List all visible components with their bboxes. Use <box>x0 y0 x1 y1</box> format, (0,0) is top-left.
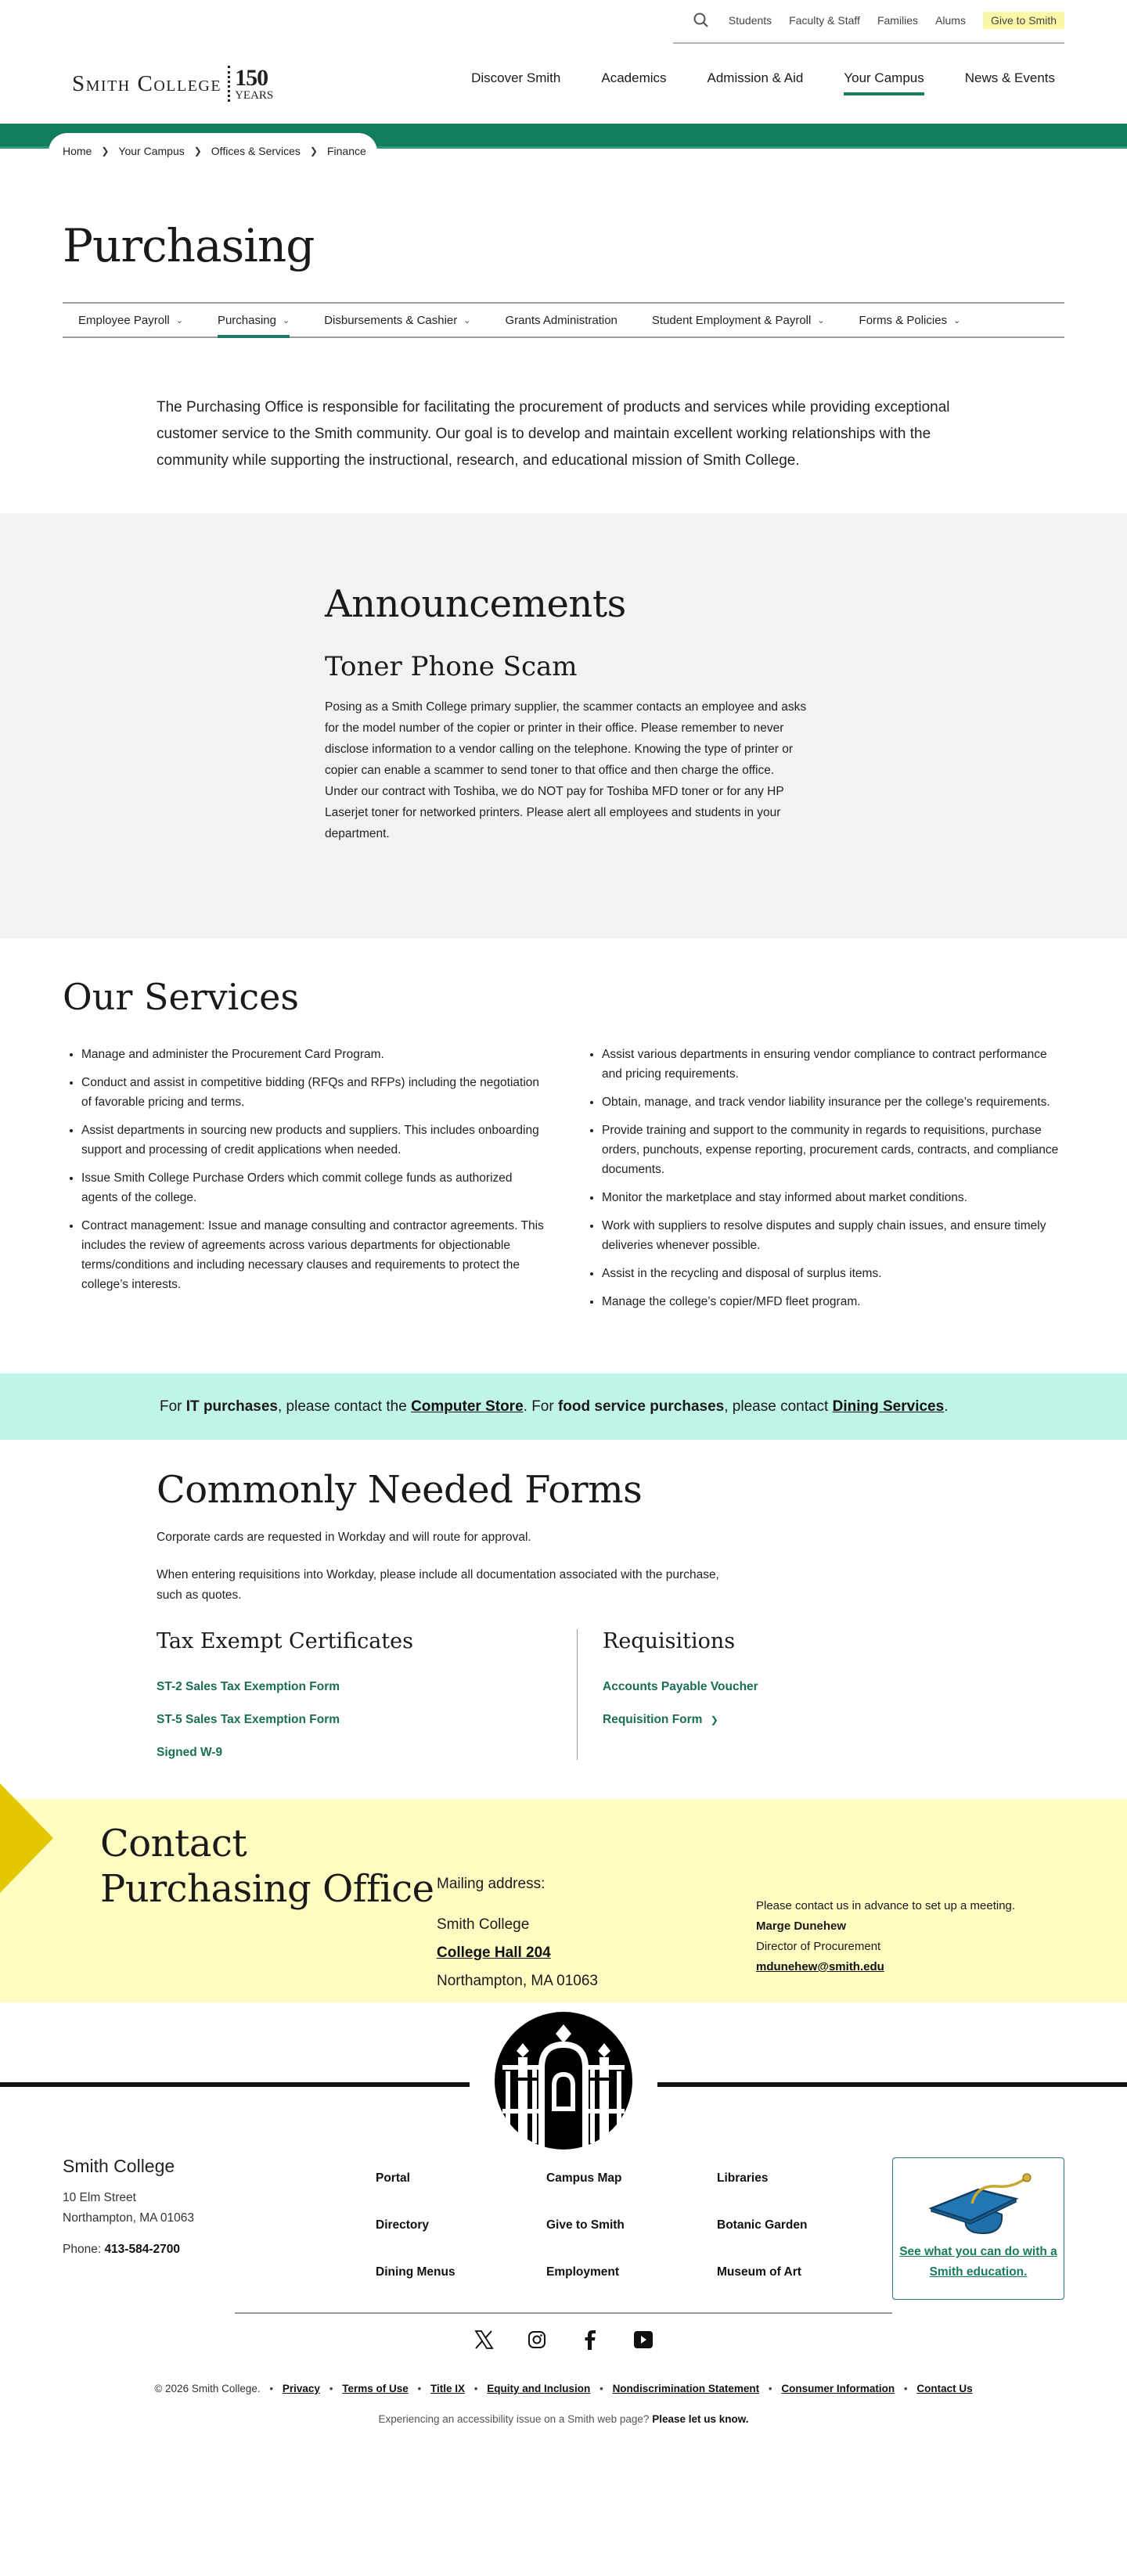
legal-terms-of-use[interactable]: Terms of Use <box>342 2383 409 2394</box>
divider-line <box>0 2082 470 2087</box>
logo-number: 150 <box>235 64 268 91</box>
seal-divider <box>0 2002 1127 2156</box>
list-item: • Conduct and assist in competitive bidding (RFQs and RFPs) including the negotiation of favorable pricing and terms. <box>81 1073 544 1112</box>
intro-paragraph: The Purchasing Office is responsible for facilitating the procurement of products and services while providing exceptional customer service to the Smith community. Our goal is to develop and maintain excellent working relationships with the community while supporting the instructional, research, and educational mission of Smith College. <box>157 399 950 469</box>
footer-link-dining-menus[interactable]: Dining Menus <box>376 2265 455 2279</box>
computer-store-link[interactable]: Computer Store <box>411 1398 524 1415</box>
services-right-column <box>583 1045 1064 1320</box>
dining-services-link[interactable]: Dining Services <box>832 1398 945 1415</box>
footer <box>0 2156 1127 2312</box>
subnav-label: Disbursements & Cashier <box>324 313 458 327</box>
list-item: • Contract management: Issue and manage consulting and contractor agreements. This includes the review of agreements across various departments for objectionable terms/conditions and including necessary clauses and requirements to protect the college’s interests. <box>81 1216 544 1294</box>
phone-number[interactable]: 413-584-2700 <box>104 2243 180 2256</box>
nav-news-events[interactable]: News & Events <box>964 70 1055 85</box>
logo-150-years <box>235 64 274 102</box>
mailing-address <box>437 1873 598 1993</box>
announcement-body: Posing as a Smith College primary supplier, the scammer contacts an employee and asks for the model number of the copier or printer in their office. Please remember to never disclose information to a vendor calling on the telephone. Knowing the type of printer or copier can enable a scammer to send toner to that office and then charge the office. Under our contract with Toshiba, we do NOT pay for Toshiba MFD toner or for any HP Laserjet toner for networked printers. Please alert all employees and students in your department. <box>325 700 807 840</box>
forms-note-requisitions: When entering requisitions into Workday, please include all documentation associated with the purchase, such as quotes. <box>157 1568 719 1602</box>
callout-text: . <box>944 1398 949 1415</box>
legal-privacy[interactable]: Privacy <box>282 2383 320 2394</box>
contact-note: Please contact us in advance to set up a meeting. <box>756 1899 1016 1912</box>
requisitions-heading: Requisitions <box>603 1629 736 1653</box>
subnav-label: Student Employment & Payroll <box>651 313 812 327</box>
contact-heading <box>100 1821 434 1912</box>
smith-education-link[interactable]: See what you can do with a Smith education. <box>899 2245 1057 2279</box>
subnav-label: Grants Administration <box>505 313 618 327</box>
callout-text: . For <box>523 1398 558 1415</box>
page-title: Purchasing <box>63 219 315 272</box>
footer-link-libraries[interactable]: Libraries <box>717 2171 769 2185</box>
contact-email-link[interactable]: mdunehew@smith.edu <box>756 1960 884 1973</box>
footer-phone <box>63 2243 194 2257</box>
chevron-down-icon: ⌄ <box>463 315 471 326</box>
legal-nondiscrimination[interactable]: Nondiscrimination Statement <box>612 2383 760 2394</box>
footer-org-name: Smith College <box>63 2156 175 2176</box>
chevron-right-icon: ❯ <box>309 146 318 157</box>
primary-nav <box>471 70 1055 95</box>
utility-link-students[interactable]: Students <box>728 14 772 27</box>
separator-dot: • <box>600 2383 603 2394</box>
utility-link-alums[interactable]: Alums <box>935 14 966 27</box>
chevron-right-icon: ❯ <box>101 146 110 157</box>
youtube-icon[interactable] <box>632 2328 655 2351</box>
subnav-forms-policies[interactable] <box>859 304 978 336</box>
contact-person <box>756 1896 1015 1977</box>
graduation-cap-icon <box>916 2169 1041 2236</box>
give-to-smith-button[interactable]: Give to Smith <box>983 12 1064 29</box>
list-item: • Obtain, manage, and track vendor liability insurance per the college’s requirements. <box>602 1092 1064 1112</box>
list-item: • Manage and administer the Procurement Card Program. <box>81 1045 544 1064</box>
legal-equity-inclusion[interactable]: Equity and Inclusion <box>487 2383 591 2394</box>
st5-form-link[interactable]: ST-5 Sales Tax Exemption Form <box>157 1713 340 1726</box>
accessibility-report-link[interactable]: Please let us know. <box>652 2413 749 2425</box>
footer-link-employment[interactable]: Employment <box>546 2265 620 2279</box>
chevron-right-icon: ❯ <box>710 1714 718 1725</box>
contact-heading-line2: Purchasing Office <box>100 1867 434 1911</box>
accessibility-notice <box>0 2413 1127 2456</box>
legal-links <box>0 2383 1127 2394</box>
chevron-right-icon: ❯ <box>193 146 202 157</box>
requisition-form-label: Requisition Form <box>603 1713 703 1726</box>
yellow-arrow-decoration <box>0 1783 53 1893</box>
callout-text: , please contact the <box>278 1398 412 1415</box>
utility-link-faculty-staff[interactable]: Faculty & Staff <box>789 14 860 27</box>
college-gate-seal-icon <box>495 2012 632 2150</box>
logo-years: YEARS <box>235 88 274 102</box>
ap-voucher-link[interactable]: Accounts Payable Voucher <box>603 1680 758 1693</box>
mailing-org: Smith College <box>437 1916 530 1933</box>
list-item: • Assist departments in sourcing new products and suppliers. This includes onboarding support and processing of credit applications when needed. <box>81 1121 544 1160</box>
footer-link-botanic-garden[interactable]: Botanic Garden <box>717 2218 808 2232</box>
college-hall-link[interactable]: College Hall 204 <box>437 1945 551 1961</box>
services-left-column <box>63 1045 544 1320</box>
copyright: © 2026 Smith College. <box>154 2383 261 2394</box>
nav-admission-aid[interactable]: Admission & Aid <box>707 70 804 85</box>
legal-consumer-information[interactable]: Consumer Information <box>781 2383 895 2394</box>
footer-link-portal[interactable]: Portal <box>376 2171 410 2185</box>
contact-heading-line1: Contact <box>100 1822 247 1865</box>
nav-academics[interactable]: Academics <box>601 70 667 85</box>
instagram-icon[interactable] <box>525 2328 549 2351</box>
callout-text: For <box>160 1398 186 1415</box>
list-item: • Work with suppliers to resolve disputes and supply chain issues, and ensure timely deliveries whenever possible. <box>602 1216 1064 1255</box>
logo-divider <box>228 66 230 102</box>
mailing-city: Northampton, MA 01063 <box>437 1973 598 1989</box>
callout-bold: food service purchases <box>557 1398 725 1415</box>
x-icon[interactable] <box>472 2328 495 2351</box>
forms-section <box>0 1440 1127 1799</box>
requisition-form-link[interactable] <box>603 1713 758 1727</box>
chevron-down-icon: ⌄ <box>282 315 290 326</box>
footer-link-campus-map[interactable]: Campus Map <box>546 2171 622 2185</box>
announcements-heading: Announcements <box>325 582 626 626</box>
contact-title: Director of Procurement <box>756 1940 881 1953</box>
breadcrumb <box>49 133 377 161</box>
phone-label: Phone: <box>63 2243 105 2256</box>
list-item: • Manage the college’s copier/MFD fleet program. <box>602 1292 1064 1311</box>
smith-education-promo[interactable] <box>892 2157 1064 2300</box>
separator-dot: • <box>329 2383 333 2394</box>
breadcrumb-offices-services[interactable]: Offices & Services <box>211 145 301 157</box>
legal-contact-us[interactable]: Contact Us <box>916 2383 973 2394</box>
facebook-icon[interactable] <box>578 2328 602 2351</box>
footer-links <box>376 2171 888 2279</box>
subnav-disbursements-cashier[interactable] <box>324 304 488 336</box>
services-columns <box>63 1045 1064 1320</box>
logo-name: Smith College <box>72 70 222 96</box>
footer-street: 10 Elm Street <box>63 2191 136 2204</box>
contact-section <box>0 1799 1127 2002</box>
contact-name: Marge Dunehew <box>756 1919 847 1933</box>
subnav-label: Forms & Policies <box>859 313 948 327</box>
subnav-label: Purchasing <box>217 313 276 327</box>
requisitions-column <box>577 1629 758 1760</box>
forms-columns <box>157 1629 970 1760</box>
main-header <box>0 45 1127 124</box>
list-item: • Provide training and support to the community in regards to requisitions, purchase orders, punchouts, expense reporting, procurement cards, contracts, and compliance documents. <box>602 1121 1064 1179</box>
tax-exempt-heading: Tax Exempt Certificates <box>157 1629 413 1653</box>
footer-street-address <box>63 2188 194 2229</box>
smith-college-logo[interactable] <box>72 66 273 102</box>
services-heading: Our Services <box>63 976 299 1018</box>
header-band <box>0 124 1127 157</box>
subnav-employee-payroll[interactable] <box>78 304 200 336</box>
divider-line <box>657 2082 1127 2087</box>
announcements-section <box>0 513 1127 938</box>
list-item: • Assist various departments in ensuring vendor compliance to contract performance and pricing requirements. <box>602 1045 1064 1084</box>
search-icon[interactable] <box>693 12 710 29</box>
utility-nav <box>673 9 1064 44</box>
services-section <box>0 938 1127 1359</box>
separator-dot: • <box>269 2383 274 2394</box>
nav-discover-smith[interactable]: Discover Smith <box>471 70 561 85</box>
separator-dot: • <box>903 2383 908 2394</box>
social-links <box>0 2314 1127 2362</box>
footer-address <box>63 2156 194 2257</box>
tax-exempt-column <box>157 1629 577 1760</box>
breadcrumb-your-campus[interactable]: Your Campus <box>118 145 185 157</box>
breadcrumb-home[interactable]: Home <box>63 145 92 157</box>
subnav-purchasing[interactable] <box>218 304 307 336</box>
nav-your-campus[interactable]: Your Campus <box>844 70 924 95</box>
w9-form-link[interactable]: Signed W-9 <box>157 1746 223 1759</box>
subnav-student-employment-payroll[interactable] <box>652 304 842 336</box>
chevron-down-icon: ⌄ <box>817 315 825 326</box>
utility-link-families[interactable]: Families <box>877 14 919 27</box>
forms-note-corporate-cards: Corporate cards are requested in Workday and will route for approval. <box>157 1531 531 1544</box>
breadcrumb-finance[interactable]: Finance <box>326 145 366 157</box>
legal-title-ix[interactable]: Title IX <box>430 2383 466 2394</box>
callout-text: , please contact <box>724 1398 833 1415</box>
separator-dot: • <box>417 2383 422 2394</box>
accessibility-text: Experiencing an accessibility issue on a Smith web page? <box>378 2413 653 2425</box>
subnav-label: Employee Payroll <box>78 313 170 327</box>
purchases-callout <box>0 1373 1127 1440</box>
mailing-address-label: Mailing address: <box>437 1876 545 1892</box>
footer-link-museum-of-art[interactable]: Museum of Art <box>717 2265 801 2279</box>
separator-dot: • <box>768 2383 772 2394</box>
st2-form-link[interactable]: ST-2 Sales Tax Exemption Form <box>157 1680 340 1693</box>
callout-bold: IT purchases <box>185 1398 278 1415</box>
separator-dot: • <box>473 2383 478 2394</box>
footer-link-give-to-smith[interactable]: Give to Smith <box>546 2218 625 2232</box>
list-item: • Assist in the recycling and disposal of surplus items. <box>602 1264 1064 1283</box>
footer-link-directory[interactable]: Directory <box>376 2218 430 2232</box>
utility-bar <box>0 0 1127 45</box>
announcement-title: Toner Phone Scam <box>325 651 578 682</box>
list-item: • Monitor the marketplace and stay informed about market conditions. <box>602 1188 1064 1207</box>
footer-city: Northampton, MA 01063 <box>63 2211 195 2225</box>
subnav-grants-administration[interactable] <box>505 304 634 336</box>
chevron-down-icon: ⌄ <box>953 315 961 326</box>
list-item: • Issue Smith College Purchase Orders which commit college funds as authorized agents of the college. <box>81 1168 544 1207</box>
section-subnav <box>63 302 1064 338</box>
chevron-down-icon: ⌄ <box>175 315 183 326</box>
forms-heading: Commonly Needed Forms <box>157 1468 643 1512</box>
